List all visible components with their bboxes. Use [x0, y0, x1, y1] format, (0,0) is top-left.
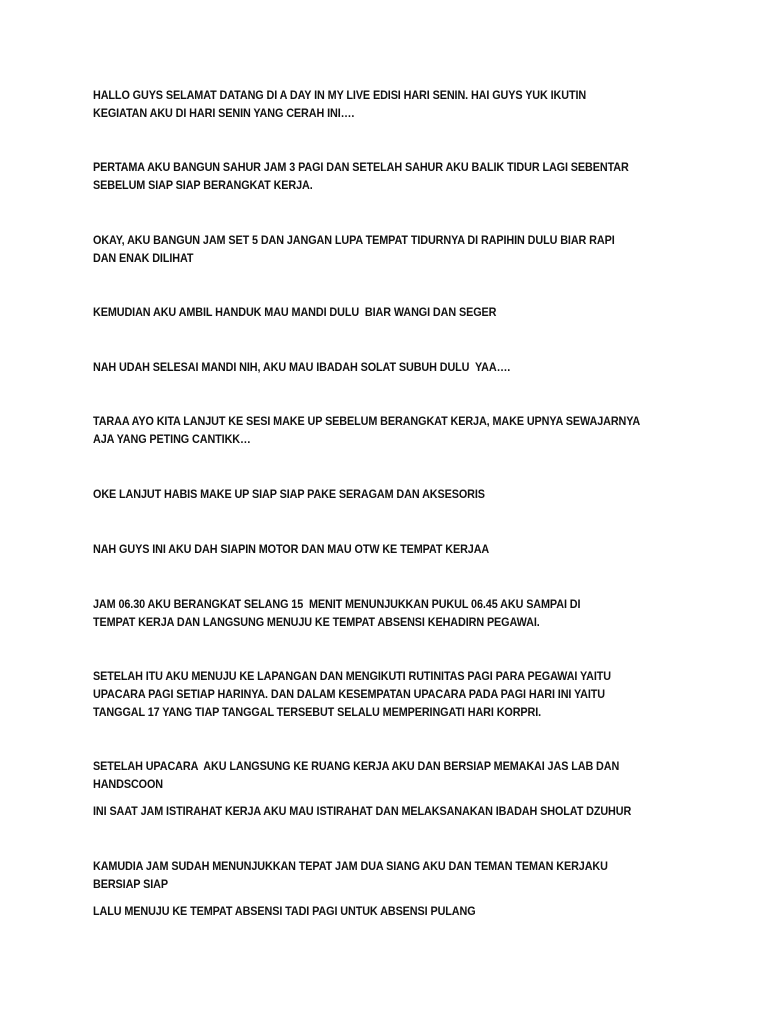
paragraph-break: INI SAAT JAM ISTIRAHAT KERJA AKU MAU ISTIRAHAT DAN MELAKSANAKAN IBADAH SHOLAT DZUHUR	[93, 806, 632, 818]
paragraph-lab: SETELAH UPACARA AKU LANGSUNG KE RUANG KERJA AKU DAN BERSIAP MEMAKAI JAS LAB DAN HANDSCOON	[93, 761, 620, 791]
paragraph-motor: NAH GUYS INI AKU DAH SIAPIN MOTOR DAN MAU OTW KE TEMPAT KERJAA	[93, 544, 490, 556]
paragraph-makeup: TARAA AYO KITA LANJUT KE SESI MAKE UP SEBELUM BERANGKAT KERJA, MAKE UPNYA SEWAJARNYA AJA YANG PETING CANTIKK…	[93, 416, 641, 446]
paragraph-uniform: OKE LANJUT HABIS MAKE UP SIAP SIAP PAKE SERAGAM DAN AKSESORIS	[93, 489, 485, 501]
paragraph-intro: HALLO GUYS SELAMAT DATANG DI A DAY IN MY LIVE EDISI HARI SENIN. HAI GUYS YUK IKUTIN KEGIATAN AKU DI HARI SENIN YANG CERAH INI….	[93, 90, 587, 120]
paragraph-make-bed: OKAY, AKU BANGUN JAM SET 5 DAN JANGAN LUPA TEMPAT TIDURNYA DI RAPIHIN DULU BIAR RAPI DAN ENAK DILIHAT	[93, 235, 615, 265]
paragraph-shower: KEMUDIAN AKU AMBIL HANDUK MAU MANDI DULU BIAR WANGI DAN SEGER	[93, 307, 497, 319]
paragraph-depart: JAM 06.30 AKU BERANGKAT SELANG 15 MENIT MENUNJUKKAN PUKUL 06.45 AKU SAMPAI DI TEMPAT KERJA DAN LANGSUNG MENUJU KE TEMPAT ABSENSI KEHADIRN PEGAWAI.	[93, 599, 581, 629]
paragraph-ceremony: SETELAH ITU AKU MENUJU KE LAPANGAN DAN MENGIKUTI RUTINITAS PAGI PARA PEGAWAI YAITU UPACARA PAGI SETIAP HARINYA. DAN DALAM KESEMPATAN UPACARA PADA PAGI HARI INI YAITU TANGGAL 17 YANG TIAP TANGGAL TERSEBUT SELALU MEMPERINGATI HARI KORPRI.	[93, 671, 612, 719]
paragraph-two-pm: KAMUDIA JAM SUDAH MENUNJUKKAN TEPAT JAM DUA SIANG AKU DAN TEMAN TEMAN KERJAKU BERSIAP SIAP	[93, 861, 608, 891]
paragraph-checkout: LALU MENUJU KE TEMPAT ABSENSI TADI PAGI UNTUK ABSENSI PULANG	[93, 906, 476, 918]
paragraph-prayer: NAH UDAH SELESAI MANDI NIH, AKU MAU IBADAH SOLAT SUBUH DULU YAA….	[93, 362, 511, 374]
paragraph-wake-sahur: PERTAMA AKU BANGUN SAHUR JAM 3 PAGI DAN SETELAH SAHUR AKU BALIK TIDUR LAGI SEBENTAR SEBELUM SIAP SIAP BERANGKAT KERJA.	[93, 162, 629, 192]
